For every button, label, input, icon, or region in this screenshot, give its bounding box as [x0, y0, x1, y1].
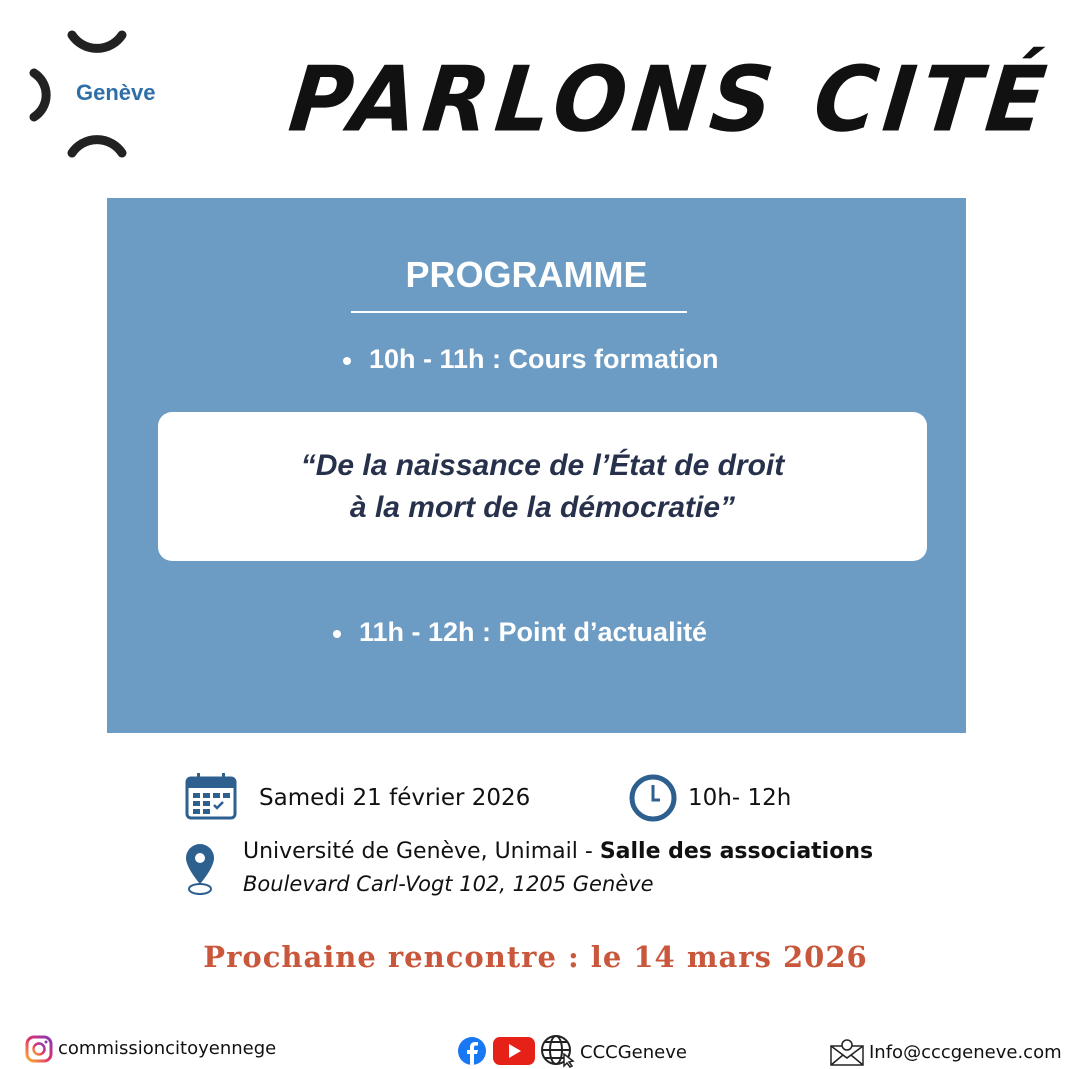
clock-icon: [628, 773, 678, 823]
heading-underline: [351, 311, 687, 313]
email-address[interactable]: Info@cccgeneve.com: [869, 1042, 1062, 1063]
event-date: Samedi 21 février 2026: [259, 785, 531, 811]
poster-title: PARLONS CITÉ: [284, 47, 1057, 153]
instagram-icon[interactable]: [25, 1035, 53, 1063]
course-title-card: [158, 412, 927, 561]
quote-line-2: à la mort de la démocratie”: [349, 490, 736, 524]
logo-text: Genève: [76, 80, 156, 105]
programme-heading: PROGRAMME: [405, 254, 648, 295]
programme-item-2: 11h - 12h : Point d’actualité: [333, 617, 707, 648]
globe-icon[interactable]: [540, 1034, 576, 1068]
calendar-icon: [185, 772, 237, 820]
location-pin-icon: [184, 842, 216, 896]
email-icon[interactable]: [830, 1038, 864, 1066]
facebook-icon[interactable]: [457, 1036, 487, 1066]
social-handle[interactable]: CCCGeneve: [580, 1042, 687, 1063]
quote-line-1: “De la naissance de l’État de droit: [300, 448, 785, 482]
programme-item-1: 10h - 11h : Cours formation: [343, 344, 719, 375]
youtube-icon[interactable]: [493, 1037, 535, 1065]
instagram-handle[interactable]: commissioncitoyennege: [58, 1038, 277, 1059]
event-time: 10h- 12h: [688, 785, 792, 811]
next-meeting: Prochaine rencontre : le 14 mars 2026: [203, 940, 868, 974]
location-prefix: Université de Genève, Unimail -: [243, 839, 600, 864]
event-location: [243, 839, 873, 864]
event-address: Boulevard Carl-Vogt 102, 1205 Genève: [243, 872, 654, 896]
location-room: Salle des associations: [599, 839, 874, 864]
